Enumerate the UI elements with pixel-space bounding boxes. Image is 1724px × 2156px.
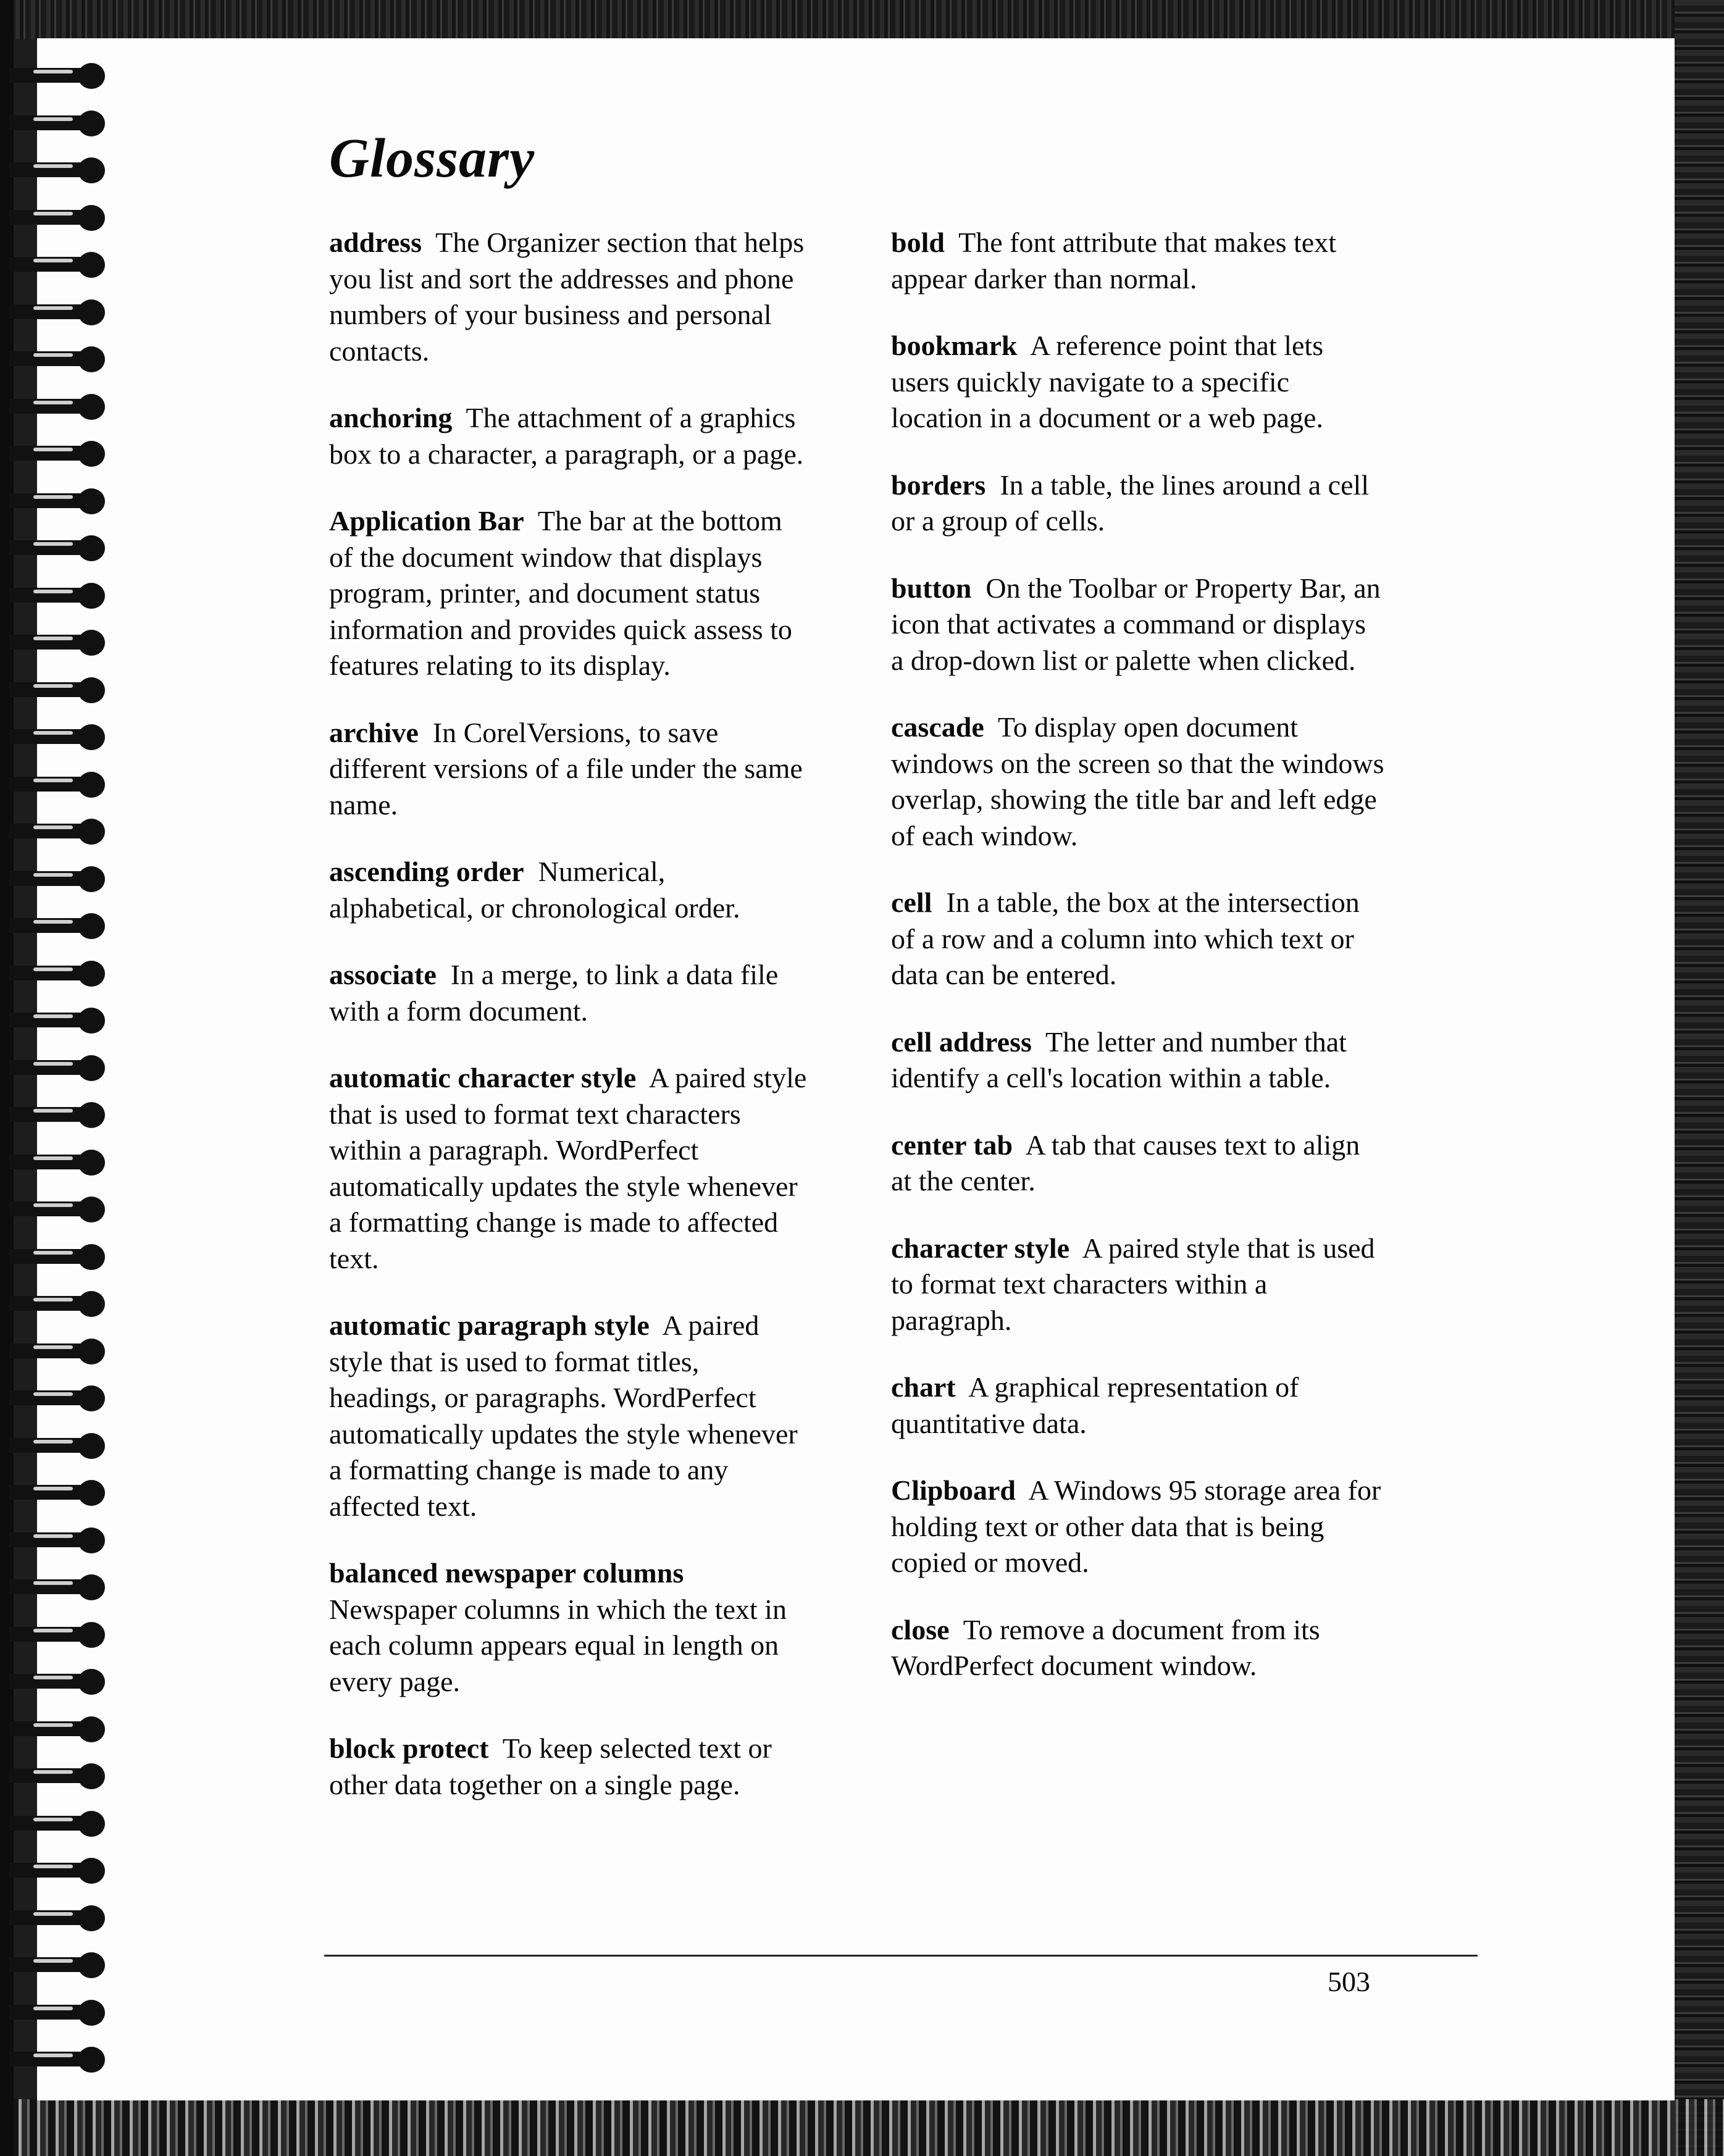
glossary-term: cell address: [891, 1026, 1032, 1058]
page-sheet: [37, 38, 1675, 2100]
glossary-entry: [891, 328, 1385, 437]
binding-coil: [9, 251, 101, 279]
glossary-entry: [329, 854, 811, 926]
glossary-definition: A reference point that lets users quickly navigate to a specific location in a document or a web page.: [891, 330, 1324, 433]
glossary-definition: A tab that causes text to align at the center.: [891, 1129, 1360, 1197]
scan-border-bottom: [0, 2099, 1724, 2156]
glossary-term: cascade: [891, 711, 984, 743]
binding-coil: [9, 817, 101, 846]
glossary-column-left: [329, 225, 811, 1834]
glossary-definition: A paired style that is used to format text characters within a paragraph. WordPerfect automatically updates the style whenever a formatting change is made to affected text.: [329, 1062, 807, 1274]
glossary-entry: [891, 885, 1385, 993]
scan-border-top: [0, 0, 1724, 40]
binding-coil: [9, 1432, 101, 1460]
binding-coil: [9, 1857, 101, 1885]
binding-coil: [9, 156, 101, 185]
glossary-entry: [329, 400, 811, 472]
glossary-term: Clipboard: [891, 1474, 1016, 1506]
binding-coil: [9, 865, 101, 893]
binding-coil: [9, 393, 101, 421]
glossary-term: bold: [891, 227, 945, 258]
binding-coil: [9, 629, 101, 657]
glossary-definition: The attachment of a graphics box to a character, a paragraph, or a page.: [329, 402, 804, 470]
binding-coil: [9, 1337, 101, 1366]
glossary-term: character style: [891, 1232, 1070, 1264]
glossary-entry: [329, 1731, 811, 1803]
binding-coil: [9, 1290, 101, 1318]
binding-coil: [9, 582, 101, 610]
glossary-entry: [891, 225, 1385, 297]
glossary-term: associate: [329, 959, 437, 990]
glossary-entry: [891, 1369, 1385, 1442]
glossary-definition: To remove a document from its WordPerfect document window.: [891, 1613, 1320, 1681]
binding-coil: [9, 1006, 101, 1035]
glossary-term: automatic character style: [329, 1062, 637, 1093]
binding-coil: [9, 959, 101, 988]
binding-coil: [9, 62, 101, 90]
glossary-definition: To display open document windows on the screen so that the windows overlap, showing the title bar and left edge of each window.: [891, 711, 1384, 851]
glossary-definition: In a merge, to link a data file with a form document.: [329, 959, 779, 1027]
binding-coil: [9, 1951, 101, 1979]
glossary-definition: The bar at the bottom of the document window that displays program, printer, and document status information and provides quick assess to features relating to its display.: [329, 505, 792, 681]
glossary-definition: The Organizer section that helps you list and sort the addresses and phone numbers of your business and personal contacts.: [329, 227, 805, 367]
binding-coil: [9, 1526, 101, 1555]
binding-coil: [9, 534, 101, 562]
glossary-entry: [891, 1612, 1385, 1684]
glossary-term: close: [891, 1613, 950, 1645]
glossary-term: anchoring: [329, 402, 453, 433]
binding-coil: [9, 1810, 101, 1838]
binding-coil: [9, 345, 101, 374]
binding-coil: [9, 1621, 101, 1649]
page-title: Glossary: [329, 128, 535, 189]
binding-coil: [9, 1668, 101, 1696]
binding-coil: [9, 487, 101, 516]
glossary-term: chart: [891, 1371, 956, 1403]
glossary-column-right: [891, 225, 1385, 1715]
glossary-entry: [891, 1024, 1385, 1097]
glossary-entry: [891, 1231, 1385, 1339]
binding-coil: [9, 1054, 101, 1082]
glossary-term: center tab: [891, 1129, 1013, 1161]
glossary-definition: A graphical representation of quantitative data.: [891, 1371, 1299, 1439]
footer-rule: [324, 1955, 1478, 1957]
spiral-binding: [0, 62, 111, 2093]
binding-coil: [9, 1762, 101, 1790]
glossary-definition: The letter and number that identify a cell's location within a table.: [891, 1026, 1347, 1093]
glossary-term: block protect: [329, 1732, 489, 1764]
binding-coil: [9, 1195, 101, 1224]
glossary-definition: The font attribute that makes text appear darker than normal.: [891, 227, 1336, 295]
glossary-term: button: [891, 572, 972, 604]
binding-coil: [9, 204, 101, 232]
binding-coil: [9, 1715, 101, 1744]
binding-coil: [9, 912, 101, 940]
glossary-entry: [329, 1060, 811, 1277]
glossary-entry: [891, 709, 1385, 854]
binding-coil: [9, 676, 101, 704]
glossary-term: balanced newspaper columns: [329, 1557, 684, 1589]
binding-coil: [9, 1101, 101, 1129]
glossary-entry: [329, 957, 811, 1029]
binding-coil: [9, 723, 101, 751]
glossary-entry: [891, 467, 1385, 540]
glossary-term: archive: [329, 716, 419, 748]
binding-coil: [9, 440, 101, 468]
glossary-entry: [329, 715, 811, 824]
glossary-definition: In a table, the box at the intersection of a row and a column into which text or data can be entered.: [891, 887, 1360, 990]
glossary-entry: [329, 503, 811, 684]
scan-border-right: [1675, 0, 1724, 2156]
glossary-term: Application Bar: [329, 505, 524, 537]
binding-coil: [9, 2045, 101, 2074]
glossary-entry: [891, 1473, 1385, 1581]
glossary-entry: [329, 1308, 811, 1524]
glossary-term: ascending order: [329, 856, 524, 887]
binding-coil: [9, 1384, 101, 1413]
glossary-term: automatic paragraph style: [329, 1310, 650, 1341]
glossary-definition: In a table, the lines around a cell or a group of cells.: [891, 469, 1370, 537]
binding-coil: [9, 1573, 101, 1602]
glossary-term: bookmark: [891, 330, 1018, 361]
glossary-definition: Numerical, alphabetical, or chronological order.: [329, 856, 740, 924]
binding-coil: [9, 771, 101, 799]
glossary-entry: [329, 225, 811, 369]
binding-coil: [9, 1904, 101, 1932]
glossary-definition: A paired style that is used to format text characters within a paragraph.: [891, 1232, 1375, 1336]
glossary-definition: To keep selected text or other data together on a single page.: [329, 1732, 772, 1800]
binding-coil: [9, 298, 101, 327]
binding-coil: [9, 1148, 101, 1177]
glossary-entry: [891, 570, 1385, 679]
binding-coil: [9, 1479, 101, 1507]
page-number: 503: [1328, 1966, 1370, 1997]
glossary-definition: In CorelVersions, to save different versions of a file under the same name.: [329, 716, 803, 821]
glossary-entry: [891, 1127, 1385, 1200]
glossary-term: cell: [891, 887, 932, 918]
glossary-definition: A Windows 95 storage area for holding text or other data that is being copied or moved.: [891, 1474, 1381, 1578]
binding-coil: [9, 109, 101, 138]
glossary-term: address: [329, 227, 422, 258]
glossary-term: borders: [891, 469, 986, 501]
glossary-entry: [329, 1555, 811, 1700]
binding-coil: [9, 1999, 101, 2027]
glossary-definition: On the Toolbar or Property Bar, an icon that activates a command or displays a drop-down list or palette when clicked.: [891, 572, 1381, 676]
binding-coil: [9, 1243, 101, 1271]
glossary-definition: Newspaper columns in which the text in each column appears equal in length on every page.: [329, 1593, 787, 1697]
glossary-definition: A paired style that is used to format titles, headings, or paragraphs. WordPerfect automatically updates the style whenever a formatting change is made to any affected text.: [329, 1310, 798, 1522]
